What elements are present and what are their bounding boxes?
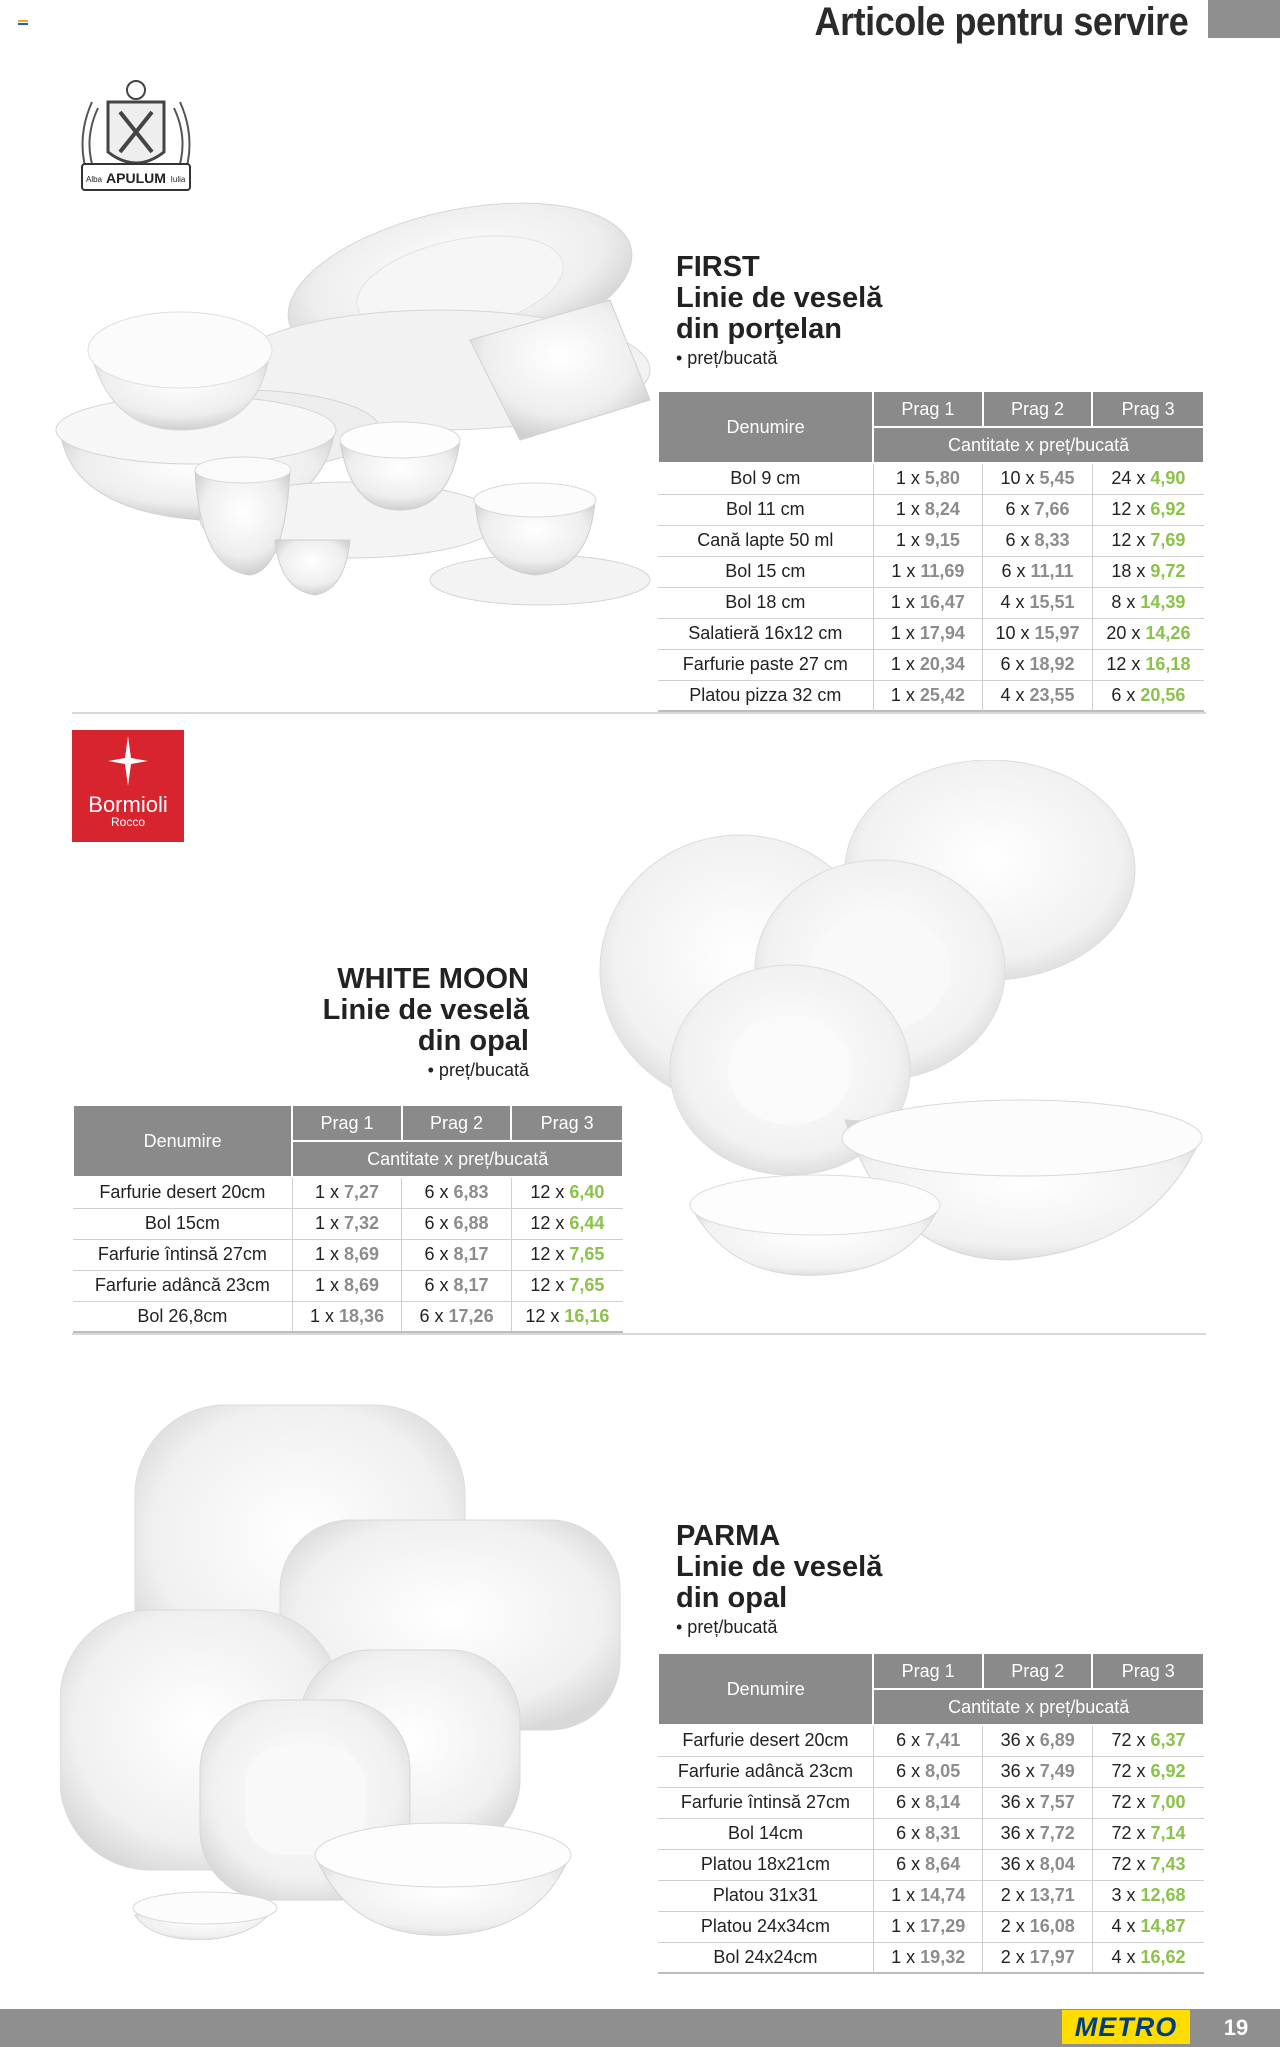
row-name: Bol 11 cm: [658, 494, 873, 525]
tier2-cell: 36 x 8,04: [983, 1849, 1093, 1880]
tier3-cell: 18 x 9,72: [1092, 556, 1204, 587]
flag-icon: [18, 20, 28, 26]
parma-heading: [676, 1521, 882, 1638]
tier2-cell: 2 x 13,71: [983, 1880, 1093, 1911]
tier1-cell: 1 x 20,34: [873, 649, 982, 680]
table-row: [73, 1177, 623, 1208]
col-denumire: Denumire: [658, 1653, 873, 1725]
tier1-cell: 1 x 25,42: [873, 680, 982, 711]
tier2-cell: 2 x 16,08: [983, 1911, 1093, 1942]
table-row: [73, 1239, 623, 1270]
row-name: Farfurie întinsă 27cm: [73, 1239, 292, 1270]
tier3-cell: 12 x 6,44: [511, 1208, 623, 1239]
parma-price-note: • preț/bucată: [676, 1617, 778, 1637]
first-heading: [676, 252, 882, 369]
tier3-cell: 12 x 6,40: [511, 1177, 623, 1208]
parma-price-table: [657, 1652, 1205, 1974]
parma-product-photo: [60, 1400, 640, 1940]
row-name: Platou 18x21cm: [658, 1849, 873, 1880]
tier2-cell: 6 x 18,92: [983, 649, 1093, 680]
section-divider: [72, 712, 1206, 714]
table-row: [658, 1942, 1204, 1973]
tier3-cell: 3 x 12,68: [1092, 1880, 1204, 1911]
page-number: 19: [1223, 2015, 1249, 2040]
tier2-cell: 6 x 8,17: [402, 1270, 512, 1301]
col-prag-3: Prag 3: [1092, 1653, 1204, 1689]
tier3-cell: 72 x 7,00: [1092, 1787, 1204, 1818]
tier2-cell: 6 x 7,66: [983, 494, 1093, 525]
tier2-cell: 10 x 5,45: [983, 463, 1093, 494]
row-name: Farfurie întinsă 27cm: [658, 1787, 873, 1818]
table-row: [658, 1849, 1204, 1880]
col-prag-2: Prag 2: [402, 1105, 512, 1141]
tier3-cell: 6 x 20,56: [1092, 680, 1204, 711]
tier1-cell: 1 x 11,69: [873, 556, 982, 587]
tier2-cell: 10 x 15,97: [983, 618, 1093, 649]
tier3-cell: 24 x 4,90: [1092, 463, 1204, 494]
parma-material: din opal: [676, 1582, 788, 1614]
tier3-cell: 72 x 7,14: [1092, 1818, 1204, 1849]
col-prag-2: Prag 2: [983, 391, 1093, 427]
tier1-cell: 6 x 7,41: [873, 1725, 983, 1756]
first-name: FIRST: [676, 251, 760, 283]
white-moon-line: Linie de veselă: [322, 994, 529, 1026]
bormioli-brand: Bormioli: [88, 792, 168, 817]
row-name: Platou 31x31: [658, 1880, 873, 1911]
table-row: [73, 1208, 623, 1239]
col-qty-price: Cantitate x preț/bucată: [292, 1141, 623, 1177]
col-qty-price: Cantitate x preț/bucată: [873, 427, 1204, 463]
white-moon-price-note: • preț/bucată: [427, 1060, 529, 1080]
white-moon-product-photo: [560, 760, 1210, 1280]
tier2-cell: 6 x 8,17: [402, 1239, 512, 1270]
first-material: din porţelan: [676, 313, 842, 345]
row-name: Bol 9 cm: [658, 463, 873, 494]
tier1-cell: 6 x 8,64: [873, 1849, 983, 1880]
col-prag-1: Prag 1: [292, 1105, 402, 1141]
bormioli-sub: Rocco: [110, 815, 145, 829]
col-prag-2: Prag 2: [983, 1653, 1093, 1689]
first-product-photo: [50, 190, 660, 610]
col-qty-price: Cantitate x preț/bucată: [873, 1689, 1204, 1725]
tier2-cell: 4 x 23,55: [983, 680, 1093, 711]
row-name: Farfurie adâncă 23cm: [658, 1756, 873, 1787]
tier1-cell: 1 x 9,15: [873, 525, 982, 556]
apulum-logo-text: APULUM: [106, 170, 166, 186]
tier3-cell: 20 x 14,26: [1092, 618, 1204, 649]
row-name: Farfurie adâncă 23cm: [73, 1270, 292, 1301]
tier3-cell: 12 x 6,92: [1092, 494, 1204, 525]
table-row: [658, 556, 1204, 587]
first-line: Linie de veselă: [676, 282, 883, 314]
col-prag-1: Prag 1: [873, 1653, 983, 1689]
row-name: Bol 15 cm: [658, 556, 873, 587]
first-price-table: [657, 390, 1205, 712]
col-prag-3: Prag 3: [1092, 391, 1204, 427]
tier1-cell: 1 x 17,94: [873, 618, 982, 649]
white-moon-price-table: [72, 1104, 624, 1333]
star-icon: [108, 736, 148, 786]
tier2-cell: 36 x 6,89: [983, 1725, 1093, 1756]
row-name: Farfurie desert 20cm: [658, 1725, 873, 1756]
table-row: [658, 618, 1204, 649]
tier1-cell: 1 x 19,32: [873, 1942, 983, 1973]
table-row: [658, 494, 1204, 525]
table-row: [658, 1787, 1204, 1818]
col-denumire: Denumire: [658, 391, 873, 463]
tier1-cell: 6 x 8,05: [873, 1756, 983, 1787]
tier3-cell: 72 x 7,43: [1092, 1849, 1204, 1880]
tier2-cell: 6 x 8,33: [983, 525, 1093, 556]
tier1-cell: 1 x 16,47: [873, 587, 982, 618]
table-row: [658, 680, 1204, 711]
row-name: Farfurie paste 27 cm: [658, 649, 873, 680]
header-bar: [1208, 0, 1280, 38]
col-prag-3: Prag 3: [511, 1105, 623, 1141]
table-row: [658, 463, 1204, 494]
table-row: [658, 1725, 1204, 1756]
tier3-cell: 8 x 14,39: [1092, 587, 1204, 618]
tier1-cell: 1 x 8,24: [873, 494, 982, 525]
tier1-cell: 1 x 18,36: [292, 1301, 402, 1332]
table-row: [658, 587, 1204, 618]
tier1-cell: 1 x 5,80: [873, 463, 982, 494]
row-name: Cană lapte 50 ml: [658, 525, 873, 556]
tier3-cell: 12 x 7,69: [1092, 525, 1204, 556]
table-row: [658, 525, 1204, 556]
tier1-cell: 1 x 14,74: [873, 1880, 983, 1911]
section-divider: [72, 1333, 1206, 1335]
row-name: Platou pizza 32 cm: [658, 680, 873, 711]
tier1-cell: 1 x 8,69: [292, 1239, 402, 1270]
tier1-cell: 6 x 8,14: [873, 1787, 983, 1818]
tier1-cell: 1 x 17,29: [873, 1911, 983, 1942]
col-prag-1: Prag 1: [873, 391, 982, 427]
tier3-cell: 4 x 14,87: [1092, 1911, 1204, 1942]
bormioli-logo: [72, 730, 184, 842]
row-name: Platou 24x34cm: [658, 1911, 873, 1942]
table-row: [658, 649, 1204, 680]
tier2-cell: 36 x 7,72: [983, 1818, 1093, 1849]
tier1-cell: 1 x 7,32: [292, 1208, 402, 1239]
table-row: [73, 1270, 623, 1301]
tier2-cell: 2 x 17,97: [983, 1942, 1093, 1973]
page-title: Articole pentru servire: [814, 0, 1188, 44]
row-name: Bol 24x24cm: [658, 1942, 873, 1973]
table-row: [73, 1301, 623, 1332]
metro-logo: METRO: [1062, 2010, 1190, 2044]
row-name: Bol 14cm: [658, 1818, 873, 1849]
col-denumire: Denumire: [73, 1105, 292, 1177]
tier2-cell: 36 x 7,57: [983, 1787, 1093, 1818]
table-row: [658, 1911, 1204, 1942]
row-name: Bol 15cm: [73, 1208, 292, 1239]
row-name: Farfurie desert 20cm: [73, 1177, 292, 1208]
apulum-logo-right: Iulia: [170, 175, 186, 184]
parma-line: Linie de veselă: [676, 1551, 883, 1583]
white-moon-material: din opal: [417, 1025, 529, 1057]
tier1-cell: 1 x 7,27: [292, 1177, 402, 1208]
row-name: Bol 18 cm: [658, 587, 873, 618]
tier3-cell: 12 x 7,65: [511, 1239, 623, 1270]
row-name: Salatieră 16x12 cm: [658, 618, 873, 649]
tier2-cell: 6 x 6,83: [402, 1177, 512, 1208]
white-moon-name: WHITE MOON: [337, 963, 529, 995]
row-name: Bol 26,8cm: [73, 1301, 292, 1332]
tier1-cell: 6 x 8,31: [873, 1818, 983, 1849]
table-row: [658, 1818, 1204, 1849]
apulum-logo-left: Alba: [85, 175, 103, 184]
table-row: [658, 1756, 1204, 1787]
tier2-cell: 6 x 11,11: [983, 556, 1093, 587]
tier2-cell: 6 x 6,88: [402, 1208, 512, 1239]
tier2-cell: 4 x 15,51: [983, 587, 1093, 618]
white-moon-heading: [323, 964, 529, 1081]
apulum-logo: [70, 72, 202, 200]
tier2-cell: 6 x 17,26: [402, 1301, 512, 1332]
tier3-cell: 72 x 6,92: [1092, 1756, 1204, 1787]
tier3-cell: 12 x 7,65: [511, 1270, 623, 1301]
tier1-cell: 1 x 8,69: [292, 1270, 402, 1301]
tier3-cell: 4 x 16,62: [1092, 1942, 1204, 1973]
tier3-cell: 12 x 16,16: [511, 1301, 623, 1332]
tier2-cell: 36 x 7,49: [983, 1756, 1093, 1787]
tier3-cell: 12 x 16,18: [1092, 649, 1204, 680]
tier3-cell: 72 x 6,37: [1092, 1725, 1204, 1756]
first-price-note: • preț/bucată: [676, 348, 778, 368]
table-row: [658, 1880, 1204, 1911]
parma-name: PARMA: [676, 1520, 781, 1552]
